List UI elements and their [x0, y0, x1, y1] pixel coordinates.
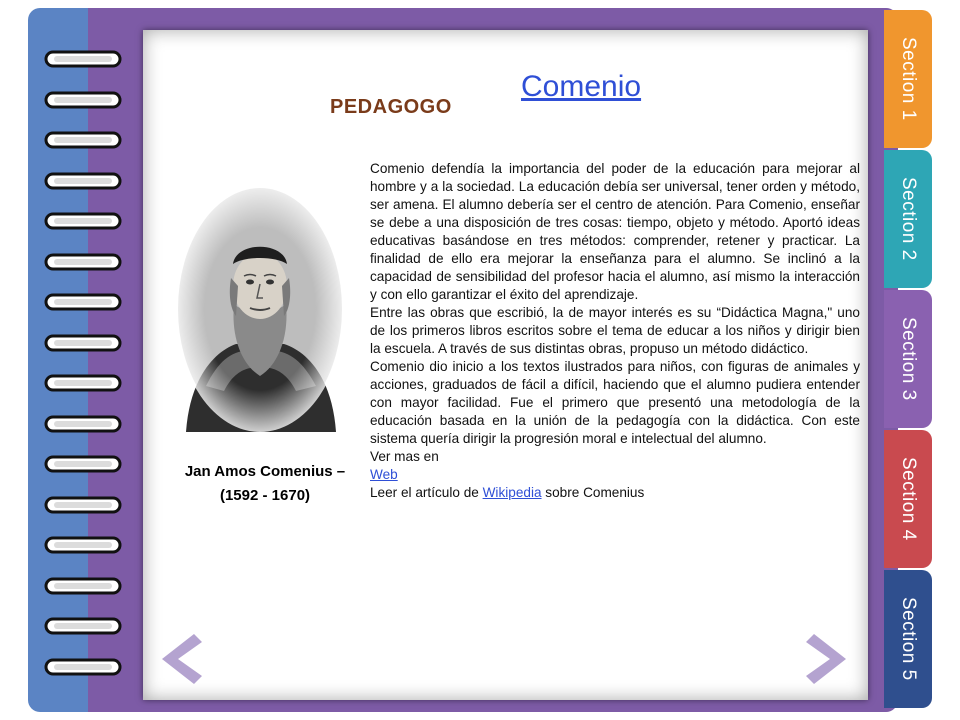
- web-link[interactable]: Web: [370, 467, 398, 482]
- spiral-ring-icon: [44, 50, 122, 68]
- tab-section-4[interactable]: [884, 430, 932, 568]
- read-prefix: Leer el artículo de: [370, 485, 483, 500]
- paragraph-principles: Comenio defendía la importancia del poder de la educación para mejorar al hombre y a la sociedad. La educación debía ser universal, tener orden y método, ser amena. El alumno debería ser el centro de atención. Para Comenio, enseñar se debe a una disposición de tres cosas: tiempo, objeto y método. Aportó ideas educativas basándose en tres métodos: comprender, retener y practicar. La finalidad de ello era mejorar la enseñanza para el alumno. Se inclinó a la capacidad de sensibilidad del profesor hacia el alumno, así mismo la interacción y con ello garantizar el éxito del aprendizaje.: [370, 161, 860, 302]
- spiral-ring-icon: [44, 172, 122, 190]
- spiral-ring-icon: [44, 253, 122, 271]
- spiral-ring-icon: [44, 496, 122, 514]
- spiral-ring-icon: [44, 374, 122, 392]
- tab-section-5[interactable]: [884, 570, 932, 708]
- paragraph-illustrated-texts: Comenio dio inicio a los textos ilustrados para niños, con figuras de animales y acciones, graduados de fácil a difícil, haciendo que el alumno pudiera entender con mayor facilidad. Fue el primero que presentó una metodología de la educación basada en la unión de la pedagogía con la didáctica. Con este sistema quería dirigir la progresión moral e intelectual del alumno.: [370, 359, 860, 446]
- spiral-ring-icon: [44, 293, 122, 311]
- spiral-ring-icon: [44, 91, 122, 109]
- spiral-ring-icon: [44, 577, 122, 595]
- previous-arrow-icon[interactable]: [156, 632, 204, 686]
- tab-label: Section 1: [898, 37, 919, 121]
- see-more-label: Ver mas en: [370, 449, 439, 464]
- tab-section-3[interactable]: [884, 290, 932, 428]
- tab-label: Section 2: [898, 177, 919, 261]
- spiral-ring-icon: [44, 455, 122, 473]
- spiral-ring-icon: [44, 131, 122, 149]
- caption-name: Jan Amos Comenius –: [184, 463, 346, 480]
- spiral-ring-icon: [44, 658, 122, 676]
- paragraph-works: Entre las obras que escribió, la de mayor interés es su “Didáctica Magna," uno de los primeros libros escritos sobre el tema de educar a los niños y dirigir bien la escuela. A través de sus distintas obras, propuso un método didáctico.: [370, 305, 860, 356]
- wikipedia-link[interactable]: Wikipedia: [482, 485, 542, 500]
- spiral-ring-icon: [44, 334, 122, 352]
- title-link[interactable]: Comenio: [521, 70, 642, 103]
- spiral-ring-icon: [44, 415, 122, 433]
- tab-label: Section 3: [898, 317, 919, 401]
- tab-label: Section 4: [898, 457, 919, 541]
- tab-label: Section 5: [898, 597, 919, 681]
- tab-section-1[interactable]: [884, 10, 932, 148]
- spiral-ring-icon: [44, 536, 122, 554]
- spiral-ring-icon: [44, 617, 122, 635]
- tab-section-2[interactable]: [884, 150, 932, 288]
- spiral-ring-icon: [44, 212, 122, 230]
- page-subtitle: PEDAGOGO: [330, 96, 452, 118]
- wikipedia-line: [370, 484, 860, 502]
- caption-dates: (1592 - 1670): [219, 487, 311, 504]
- read-suffix: sobre Comenius: [541, 485, 645, 500]
- next-arrow-icon[interactable]: [804, 632, 852, 686]
- article-body: [370, 160, 860, 502]
- portrait-caption: [160, 460, 370, 508]
- portrait-image: [176, 186, 344, 432]
